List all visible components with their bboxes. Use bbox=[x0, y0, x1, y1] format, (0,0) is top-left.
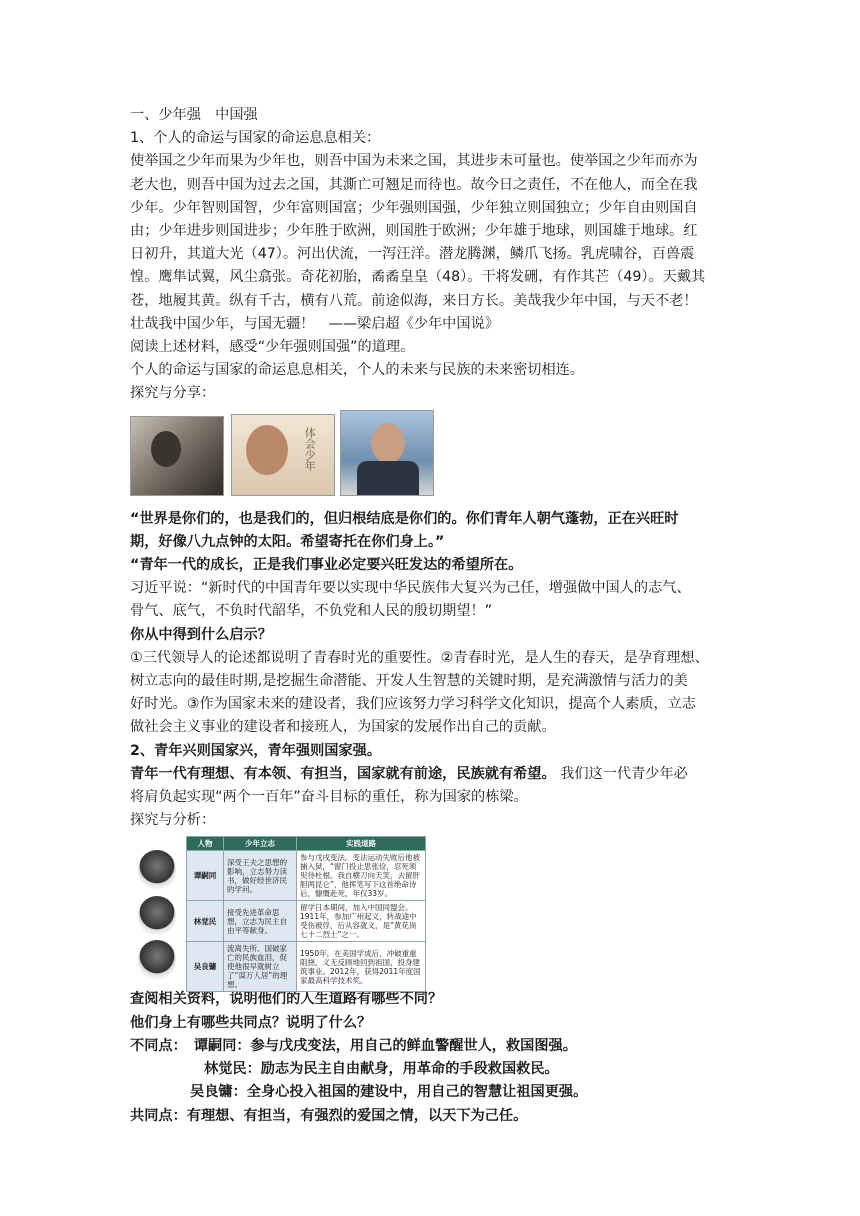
figures-table-image bbox=[130, 836, 730, 990]
table-header: 人物 bbox=[187, 837, 224, 851]
common-points: 共同点：有理想、有担当，有强烈的爱国之情，以天下为己任。 bbox=[130, 1107, 528, 1124]
subsection-heading: 1、个人的命运与国家的命运息息相关： bbox=[130, 130, 381, 147]
xi-quote: 骨气、底气，不负时代韶华，不负党和人民的殷切期望！” bbox=[130, 603, 493, 620]
table-cell-goal: 深受王夫之思想的影响，立志努力读书，做好经世济民的学问。 bbox=[224, 851, 297, 901]
table-row bbox=[187, 942, 426, 992]
mao-quote: “世界是你们的，也是我们的，但归根结底是你们的。你们青年人朝气蓬勃，正在兴旺时 bbox=[130, 510, 679, 527]
table-header: 少年立志 bbox=[224, 837, 297, 851]
quote-line: 苍，地履其黄。纵有千古，横有八荒。前途似海，来日方长。美哉我少年中国，与天不老！ bbox=[130, 292, 698, 309]
table-cell-name: 林觉民 bbox=[187, 901, 224, 942]
document-body bbox=[130, 104, 730, 1128]
portrait-figure bbox=[151, 431, 181, 467]
portrait-suit bbox=[357, 461, 419, 495]
paragraph bbox=[130, 763, 730, 786]
deng-quote: “青年一代的成长，正是我们事业必定要兴旺发达的希望所在。 bbox=[130, 557, 523, 574]
quote-line: 使举国之少年而果为少年也，则吾中国为未来之国，其进步未可量也。使举国之少年而亦为 bbox=[130, 153, 698, 170]
table-header: 实践道路 bbox=[297, 837, 426, 851]
paragraph: 将肩负起实现“两个一百年”奋斗目标的重任，称为国家的栋梁。 bbox=[130, 789, 528, 806]
question-line: 查阅相关资料，说明他们的人生道路有哪些不同？ bbox=[130, 991, 443, 1008]
table-cell-path: 1950年，在美国学成后，冲破重重阻挠，义无反顾地回到祖国，投身建筑事业。2012年，获得2011年度国家最高科学技术奖。 bbox=[297, 942, 426, 992]
difference-label: 不同点： bbox=[130, 1037, 180, 1054]
paragraph-bold: 青年一代有理想、有本领、有担当，国家就有前途，民族就有希望。 bbox=[130, 765, 556, 782]
quote-line: 壮哉我中国少年，与国无疆！ ——梁启超《少年中国说》 bbox=[130, 315, 499, 332]
photo-mao bbox=[130, 416, 224, 496]
difference-wu: 吴良镛：全身心投入祖国的建设中，用自己的智慧让祖国更强。 bbox=[190, 1084, 588, 1101]
quote-line: 老大也，则吾中国为过去之国，其澌亡可翘足而待也。故今日之责任，不在他人，而全在我 bbox=[130, 176, 698, 193]
explore-analyze-label: 探究与分析： bbox=[130, 812, 216, 829]
section-heading: 一、少年强 中国强 bbox=[130, 107, 258, 123]
summary-line: 个人的命运与国家的命运息息相关，个人的未来与民族的未来密切相连。 bbox=[130, 362, 585, 379]
table-cell-path: 参与戊戌变法。变法运动失败后他被捕入狱，“窗门投止思张俭，忍死须臾待杜根。我自横刀向天笑，去留肝胆两昆仑”，他挥笔写下这首绝命诗后，慷慨赴死，年仅33岁。 bbox=[297, 851, 426, 901]
mao-quote: 期，好像八九点钟的太阳。希望寄托在你们身上。” bbox=[130, 533, 445, 550]
table-cell-goal: 接受先进革命思想，立志为民主自由平等献身。 bbox=[224, 901, 297, 942]
quote-line: 日初升，其道大光（47）。河出伏流，一泻汪洋。潜龙腾渊，鳞爪飞扬。乳虎啸谷，百兽震 bbox=[130, 246, 695, 263]
leader-photos bbox=[130, 410, 730, 506]
question-line: 他们身上有哪些共同点？说明了什么？ bbox=[130, 1014, 372, 1031]
figures-table bbox=[186, 836, 426, 992]
table-cell-name: 谭嗣同 bbox=[187, 851, 224, 901]
quote-line: 由；少年进步则国进步；少年胜于欧洲，则国胜于欧洲；少年雄于地球，则国雄于地球。红 bbox=[130, 223, 698, 240]
answer-line: 做社会主义事业的建设者和接班人，为国家的发展作出自己的贡献。 bbox=[130, 719, 556, 736]
table-row bbox=[187, 851, 426, 901]
portrait-tan bbox=[138, 850, 176, 890]
table-cell-path: 留学日本期间，加入中国同盟会。1911年，参加广州起义，转战途中受伤被俘，后从容就义，是“黄花岗七十二烈士”之一。 bbox=[297, 901, 426, 942]
portrait-figure bbox=[246, 425, 288, 475]
photo-deng bbox=[231, 414, 335, 496]
portrait-lin bbox=[138, 896, 176, 936]
answer-line: 树立志向的最佳时期,是挖掘生命潜能、开发人生智慧的关键时期，是充满激情与活力的美 bbox=[130, 673, 688, 690]
answer-line: 好时光。③作为国家未来的建设者，我们应该努力学习科学文化知识，提高个人素质，立志 bbox=[130, 696, 697, 713]
explore-share-label: 探究与分享： bbox=[130, 385, 216, 402]
read-instruction: 阅读上述材料，感受“少年强则国强”的道理。 bbox=[130, 339, 415, 356]
portrait-wu bbox=[138, 940, 176, 980]
photo-xi bbox=[340, 410, 434, 496]
photo-calligraphy: 体会少年 bbox=[303, 426, 317, 471]
table-cell-name: 吴良镛 bbox=[187, 942, 224, 992]
xi-quote: 习近平说：“新时代的中国青年要以实现中华民族伟大复兴为己任，增强做中国人的志气、 bbox=[130, 580, 691, 597]
difference-lin: 林觉民：励志为民主自由献身，用革命的手段救国救民。 bbox=[204, 1061, 559, 1078]
table-row bbox=[187, 901, 426, 942]
difference-tan: 谭嗣同：参与戊戌变法，用自己的鲜血警醒世人，救国图强。 bbox=[179, 1037, 577, 1054]
question-heading: 你从中得到什么启示？ bbox=[130, 626, 272, 643]
answer-line: ①三代领导人的论述都说明了青春时光的重要性。②青春时光，是人生的春天，是孕育理想、 bbox=[130, 649, 709, 666]
difference-line bbox=[130, 1035, 730, 1058]
subsection-heading: 2、青年兴则国家兴，青年强则国家强。 bbox=[130, 742, 382, 759]
quote-line: 少年。少年智则国智，少年富则国富；少年强则国强，少年独立则国独立；少年自由则国自 bbox=[130, 199, 698, 216]
paragraph-text: 我们这一代青少年必 bbox=[555, 765, 688, 782]
table-cell-goal: 流离失所、国破家亡的民族血泪，促使他很早就树立了“谋万人居”的理想。 bbox=[224, 942, 297, 992]
quote-line: 惶。鹰隼试翼，风尘翕张。奇花初胎，矞矞皇皇（48）。干将发硎，有作其芒（49）。天戴其 bbox=[130, 269, 706, 286]
portrait-figure bbox=[371, 423, 405, 463]
